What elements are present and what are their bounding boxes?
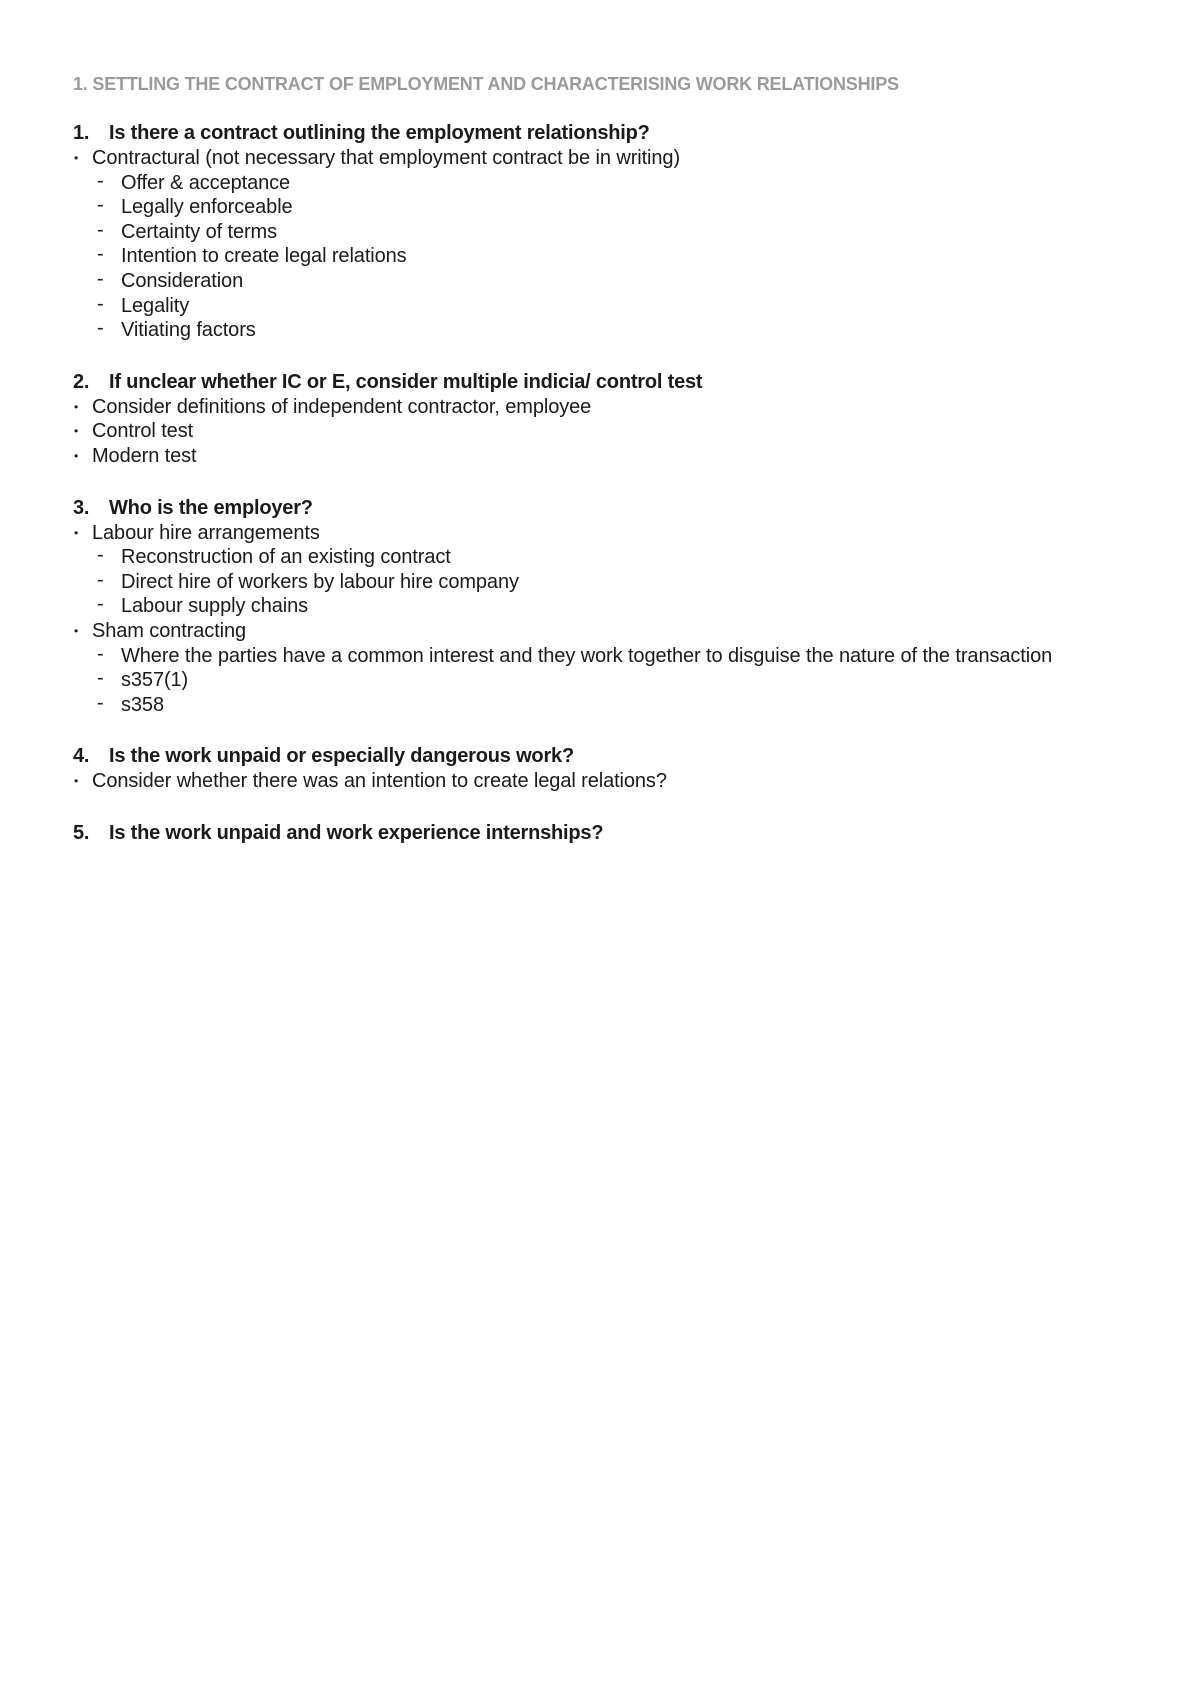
dash-icon: - bbox=[97, 267, 104, 290]
section-number: 3. bbox=[73, 496, 90, 519]
section bbox=[73, 743, 1133, 794]
dash-icon: - bbox=[97, 243, 104, 266]
dash-icon: - bbox=[97, 593, 104, 616]
section-heading bbox=[73, 495, 1133, 521]
sub-list-item bbox=[92, 545, 1133, 570]
sub-list-item bbox=[92, 171, 1133, 196]
bullet-icon: • bbox=[74, 399, 79, 414]
section-heading-text: Is there a contract outlining the employment relationship? bbox=[109, 122, 650, 144]
sub-list-item bbox=[92, 244, 1133, 269]
dash-icon: - bbox=[97, 691, 104, 714]
sections-container bbox=[73, 120, 1133, 846]
section bbox=[73, 495, 1133, 718]
list-item bbox=[73, 769, 1133, 794]
sub-list-item-text: Offer & acceptance bbox=[121, 171, 291, 194]
section bbox=[73, 369, 1133, 469]
dash-icon: - bbox=[97, 317, 104, 340]
list-item bbox=[73, 619, 1133, 717]
dash-icon: - bbox=[97, 218, 104, 241]
sub-list-item bbox=[92, 594, 1133, 619]
sub-list-item-text: Intention to create legal relations bbox=[121, 245, 407, 268]
dash-icon: - bbox=[97, 667, 104, 690]
sub-list-item-text: Consideration bbox=[121, 269, 244, 292]
list-item-text: Sham contracting bbox=[92, 619, 247, 642]
list-item bbox=[73, 419, 1133, 444]
list-item bbox=[73, 444, 1133, 469]
sub-list-item bbox=[92, 195, 1133, 220]
bullet-list bbox=[73, 521, 1133, 718]
section-number: 1. bbox=[73, 122, 90, 144]
bullet-icon: • bbox=[74, 424, 79, 439]
dash-icon: - bbox=[97, 194, 104, 217]
sub-list-item bbox=[92, 220, 1133, 245]
bullet-icon: • bbox=[74, 151, 79, 165]
list-item-text: Contractural (not necessary that employment contract be in writing) bbox=[92, 147, 681, 169]
sub-list-item-text: Vitiating factors bbox=[121, 319, 256, 342]
sub-list-item-text: Legality bbox=[121, 294, 190, 317]
sub-list-item-text: Labour supply chains bbox=[121, 595, 309, 618]
bullet-list bbox=[73, 395, 1133, 469]
dash-icon: - bbox=[97, 568, 104, 591]
list-item-text: Consider definitions of independent contractor, employee bbox=[92, 395, 592, 418]
section-heading bbox=[73, 743, 1133, 769]
section bbox=[73, 120, 1133, 343]
sub-list-item-text: Direct hire of workers by labour hire company bbox=[121, 570, 519, 593]
section bbox=[73, 820, 1133, 846]
sub-list-item bbox=[92, 644, 1133, 669]
sub-list-item bbox=[92, 269, 1133, 294]
dash-icon: - bbox=[97, 642, 104, 665]
sub-list-item-text: s357(1) bbox=[121, 669, 189, 692]
list-item-text: Modern test bbox=[92, 444, 197, 467]
sub-list-item bbox=[92, 294, 1133, 319]
dash-icon: - bbox=[97, 544, 104, 567]
bullet-list bbox=[73, 146, 1133, 343]
sub-list-item bbox=[92, 693, 1133, 718]
section-heading bbox=[73, 369, 1133, 395]
sub-list-item-text: Certainty of terms bbox=[121, 220, 278, 243]
section-heading bbox=[73, 820, 1133, 846]
list-item bbox=[73, 521, 1133, 619]
document-page bbox=[73, 72, 1133, 872]
section-heading-text: Is the work unpaid or especially dangerous work? bbox=[109, 745, 574, 768]
list-item-text: Labour hire arrangements bbox=[92, 521, 320, 544]
bullet-icon: • bbox=[74, 448, 79, 463]
section-heading-text: If unclear whether IC or E, consider multiple indicia/ control test bbox=[109, 370, 703, 393]
sub-list-item-text: s358 bbox=[121, 693, 164, 716]
section-heading-text: Is the work unpaid and work experience internships? bbox=[109, 821, 604, 844]
list-item-text: Consider whether there was an intention to create legal relations? bbox=[92, 770, 667, 793]
list-item bbox=[73, 146, 1133, 343]
sub-list bbox=[92, 644, 1133, 718]
sub-list-item bbox=[92, 570, 1133, 595]
sub-list bbox=[92, 545, 1133, 619]
list-item bbox=[73, 395, 1133, 420]
section-number: 2. bbox=[73, 370, 90, 393]
sub-list-item bbox=[92, 668, 1133, 693]
dash-icon: - bbox=[97, 292, 104, 315]
bullet-icon: • bbox=[74, 623, 79, 638]
bullet-list bbox=[73, 769, 1133, 794]
sub-list-item-text: Reconstruction of an existing contract bbox=[121, 546, 451, 569]
dash-icon: - bbox=[97, 169, 104, 192]
section-number: 5. bbox=[73, 821, 90, 844]
bullet-icon: • bbox=[74, 774, 79, 789]
sub-list bbox=[92, 171, 1133, 343]
bullet-icon: • bbox=[74, 525, 79, 540]
section-number: 4. bbox=[73, 745, 90, 768]
section-heading-text: Who is the employer? bbox=[109, 496, 313, 519]
sub-list-item-text: Where the parties have a common interest and they work together to disguise the nature of the transaction bbox=[121, 644, 1053, 667]
document-title: 1. SETTLING THE CONTRACT OF EMPLOYMENT AND CHARACTERISING WORK RELATIONSHIPS bbox=[73, 74, 899, 94]
section-heading bbox=[73, 120, 1133, 146]
sub-list-item-text: Legally enforceable bbox=[121, 196, 293, 219]
sub-list-item bbox=[92, 318, 1133, 343]
list-item-text: Control test bbox=[92, 420, 194, 443]
